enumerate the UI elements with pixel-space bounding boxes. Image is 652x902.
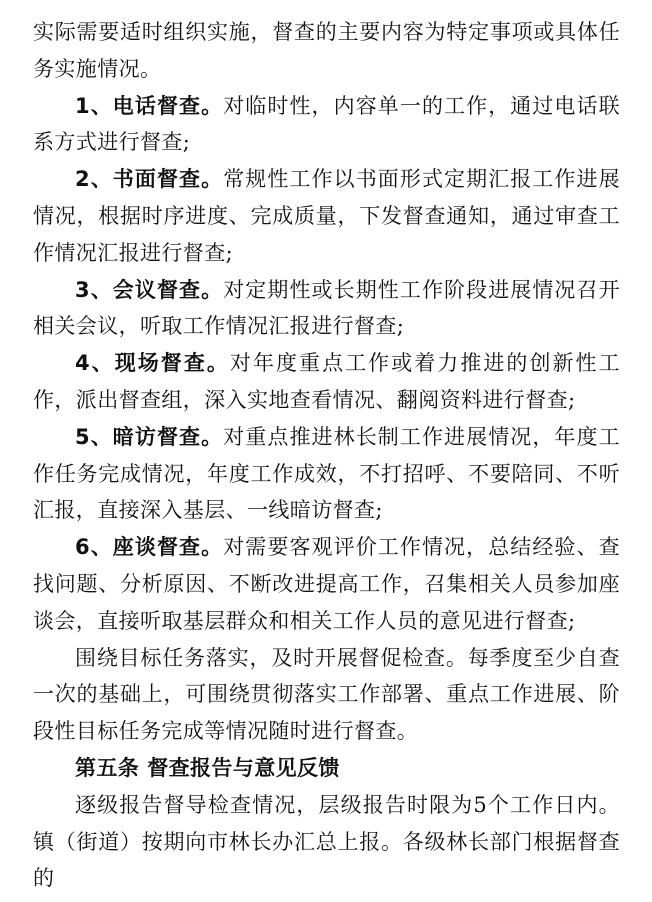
method-title: 电话督查。 xyxy=(112,93,224,118)
method-item-symposium xyxy=(33,529,620,639)
method-title: 现场督查。 xyxy=(114,351,230,376)
method-item-unannounced xyxy=(33,419,620,529)
closing-paragraph: 围绕目标任务落实，及时开展督促检查。每季度至少自查一次的基础上，可围绕贯彻落实工作部署、重点工作进展、阶段性目标任务完成等情况随时进行督查。 xyxy=(33,645,620,744)
section-heading xyxy=(33,750,620,787)
method-number: 6、 xyxy=(75,535,113,560)
method-title: 会议督查。 xyxy=(112,277,224,302)
method-number: 5、 xyxy=(75,424,113,449)
method-body: 对定期性或长期性工作阶段进展情况召开相关会议，听取工作情况汇报进行督查; xyxy=(33,277,621,339)
method-title: 书面督查。 xyxy=(112,167,224,192)
method-body: 对临时性，内容单一的工作，通过电话联系方式进行督查; xyxy=(33,93,621,155)
section-title: 督查报告与意见反馈 xyxy=(147,755,340,780)
method-body: 对需要客观评价工作情况，总结经验、查找问题、分析原因、不断改进提高工作，召集相关人员参加座谈会，直接听取基层群众和相关工作人员的意见进行督查; xyxy=(33,535,621,633)
method-body: 对重点推进林长制工作进展情况，年度工作任务完成情况，年度工作成效，不打招呼、不要陪同、不听汇报，直接深入基层、一线暗访督查; xyxy=(33,424,621,523)
method-item-phone xyxy=(33,88,620,162)
intro-paragraph: 实际需要适时组织实施，督查的主要内容为特定事项或具体任务实施情况。 xyxy=(33,20,620,81)
method-number: 4、 xyxy=(75,351,115,376)
method-title: 暗访督查。 xyxy=(112,424,224,449)
method-number: 3、 xyxy=(75,277,113,302)
method-body: 常规性工作以书面形式定期汇报工作进展情况，根据时序进度、完成质量，下发督查通知，通过审查工作情况汇报进行督查; xyxy=(33,167,621,265)
method-item-onsite xyxy=(33,345,620,419)
method-number: 2、 xyxy=(75,167,113,192)
method-item-meeting xyxy=(33,272,620,346)
method-item-written xyxy=(33,161,620,271)
section-paragraph: 逐级报告督导检查情况，层级报告时限为5个工作日内。镇（街道）按期向市林长办汇总上报。各级林长部门根据督查的 xyxy=(33,792,620,891)
section-article-number: 第五条 xyxy=(75,755,140,780)
method-body: 对年度重点工作或着力推进的创新性工作，派出督查组，深入实地查看情况、翻阅资料进行督查; xyxy=(33,351,620,412)
method-number: 1、 xyxy=(75,93,113,118)
method-title: 座谈督查。 xyxy=(112,535,224,560)
